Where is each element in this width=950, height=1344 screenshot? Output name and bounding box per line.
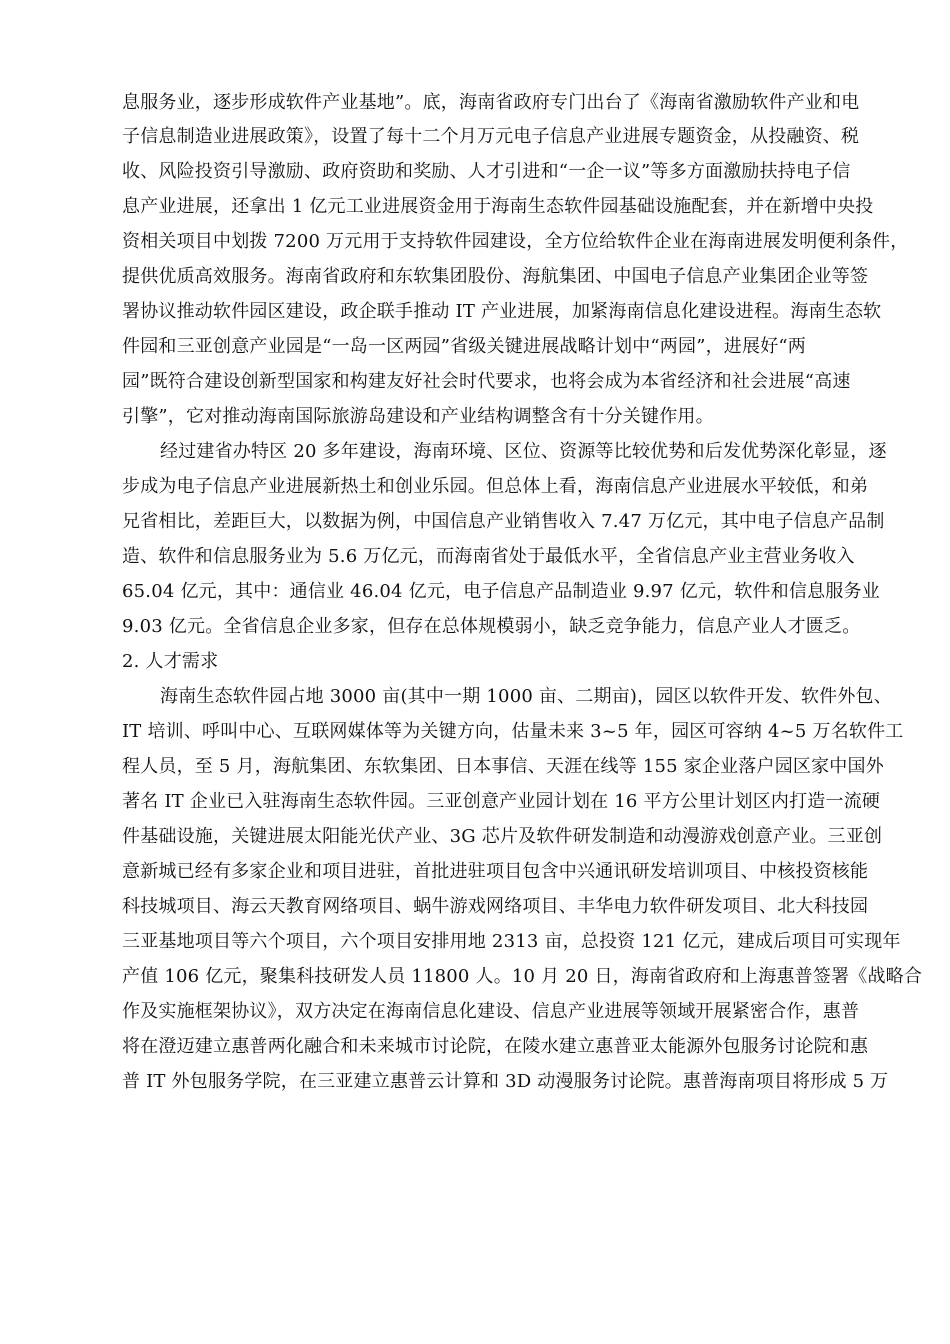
text-line: 署协议推动软件园区建设，政企联手推动 IT 产业进展，加紧海南信息化建设进程。海南生态软 <box>122 301 882 322</box>
text-line: 将在澄迈建立惠普两化融合和未来城市讨论院，在陵水建立惠普亚太能源外包服务讨论院和惠 <box>122 1036 869 1057</box>
text-line: 兄省相比，差距巨大，以数据为例，中国信息产业销售收入 7.47 万亿元，其中电子信息产品制 <box>122 511 885 532</box>
text-line: 资相关项目中划拨 7200 万元用于支持软件园建设，全方位给软件企业在海南进展发明便利条件， <box>122 231 909 252</box>
text-line: 三亚基地项目等六个项目，六个项目安排用地 2313 亩，总投资 121 亿元，建成后项目可实现年 <box>122 931 901 952</box>
text-line: 科技城项目、海云天教育网络项目、蜗牛游戏网络项目、丰华电力软件研发项目、北大科技园 <box>122 896 869 917</box>
paragraph-first-line: 经过建省办特区 20 多年建设，海南环境、区位、资源等比较优势和后发优势深化彰显，逐 <box>160 441 887 462</box>
text-line: 作及实施框架协议》，双方决定在海南信息化建设、信息产业进展等领域开展紧密合作，惠普 <box>122 1001 860 1022</box>
text-line: IT 培训、呼叫中心、互联网媒体等为关键方向，估量未来 3~5 年，园区可容纳 4~5 万名软件工 <box>122 721 904 742</box>
text-line: 产值 106 亿元，聚集科技研发人员 11800 人。10 月 20 日，海南省政府和上海惠普签署《战略合 <box>122 966 923 987</box>
text-line: 65.04 亿元，其中：通信业 46.04 亿元，电子信息产品制造业 9.97 亿元，软件和信息服务业 <box>122 581 880 602</box>
text-line: 件基础设施，关键进展太阳能光伏产业、3G 芯片及软件研发制造和动漫游戏创意产业。三亚创 <box>122 826 883 847</box>
text-line: 收、风险投资引导激励、政府资助和奖励、人才引进和“一企一议”等多方面激励扶持电子信 <box>122 161 851 182</box>
text-line: 步成为电子信息产业进展新热土和创业乐园。但总体上看，海南信息产业进展水平较低，和弟 <box>122 476 869 497</box>
section-heading: 2. 人才需求 <box>122 651 219 672</box>
text-line: 园”既符合建设创新型国家和构建友好社会时代要求，也将会成为本省经济和社会进展“高速 <box>122 371 851 392</box>
text-line: 普 IT 外包服务学院，在三亚建立惠普云计算和 3D 动漫服务讨论院。惠普海南项目将形成 5 万 <box>122 1071 889 1092</box>
text-line: 息服务业，逐步形成软件产业基地”。底，海南省政府专门出台了《海南省激励软件产业和电 <box>122 92 860 113</box>
text-line: 意新城已经有多家企业和项目进驻，首批进驻项目包含中兴通讯研发培训项目、中核投资核能 <box>122 861 869 882</box>
text-line: 程人员，至 5 月，海航集团、东软集团、日本事信、天涯在线等 155 家企业落户园区家中国外 <box>122 756 884 777</box>
text-line: 子信息制造业进展政策》，设置了每十二个月万元电子信息产业进展专题资金，从投融资、税 <box>122 126 860 147</box>
text-line: 著名 IT 企业已入驻海南生态软件园。三亚创意产业园计划在 16 平方公里计划区内打造一流硬 <box>122 791 881 812</box>
text-line: 造、软件和信息服务业为 5.6 万亿元，而海南省处于最低水平，全省信息产业主营业务收入 <box>122 546 855 567</box>
text-line: 引擎”，它对推动海南国际旅游岛建设和产业结构调整含有十分关键作用。 <box>122 406 714 427</box>
text-line: 件园和三亚创意产业园是“一岛一区两园”省级关键进展战略计划中“两园”，进展好“两 <box>122 336 807 357</box>
paragraph-first-line: 海南生态软件园占地 3000 亩(其中一期 1000 亩、二期亩)，园区以软件开发、软件外包、 <box>160 686 892 707</box>
text-line: 9.03 亿元。全省信息企业多家，但存在总体规模弱小，缺乏竞争能力，信息产业人才匮乏。 <box>122 616 861 637</box>
text-line: 息产业进展，还拿出 1 亿元工业进展资金用于海南生态软件园基础设施配套，并在新增中央投 <box>122 196 874 217</box>
text-line: 提供优质高效服务。海南省政府和东软集团股份、海航集团、中国电子信息产业集团企业等签 <box>122 266 869 287</box>
